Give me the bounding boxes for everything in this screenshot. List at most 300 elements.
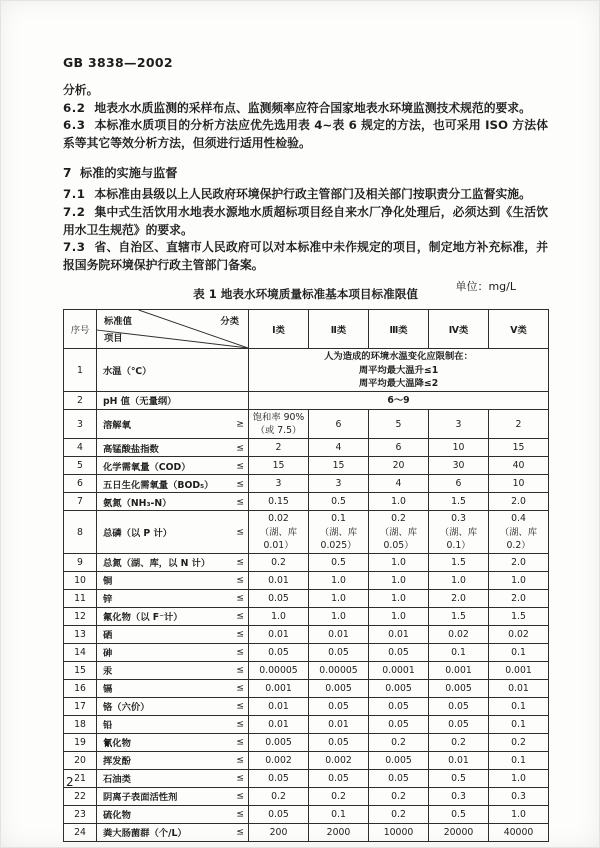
value-line: 0.1 [511, 646, 526, 658]
table-row [64, 661, 549, 679]
value-line: 0.3 [451, 513, 466, 525]
value-line: 0.02 [448, 628, 469, 640]
value-cell [429, 457, 489, 475]
item-cell [97, 409, 249, 438]
table-row [64, 457, 549, 475]
value-line: 1.0 [451, 574, 466, 586]
value-cell [309, 625, 369, 643]
table-row [64, 805, 549, 823]
value-cell [429, 493, 489, 511]
item-label: 汞 [103, 666, 113, 678]
value-line: 0.2 [391, 736, 406, 748]
value-cell [369, 751, 429, 769]
table-row [64, 697, 549, 715]
row-index-cell: 2 [64, 391, 97, 409]
table-row [64, 409, 549, 438]
value-line: 0.005 [265, 736, 292, 748]
value-line: 0.02 [268, 513, 289, 525]
item-cell [97, 769, 249, 787]
comparison-sign: ≤ [236, 592, 244, 604]
value-cell [369, 571, 429, 589]
value-cell [309, 823, 369, 841]
value-cell [429, 733, 489, 751]
value-line: 0.2 [331, 790, 346, 802]
value-cell [309, 571, 369, 589]
value-line: 0.5 [331, 556, 346, 568]
value-cell [489, 607, 549, 625]
value-line: 40 [512, 460, 525, 472]
value-line: 0.01 [328, 718, 349, 730]
comparison-sign: ≤ [236, 664, 244, 676]
value-cell [309, 805, 369, 823]
row-index-cell: 7 [64, 493, 97, 511]
item-cell [97, 391, 249, 409]
item-cell [97, 511, 249, 554]
value-line: 0.01 [268, 628, 289, 640]
value-cell [429, 715, 489, 733]
value-cell [369, 625, 429, 643]
comparison-sign: ≤ [236, 790, 244, 802]
value-line: 0.00005 [259, 664, 298, 676]
comparison-sign: ≤ [236, 496, 244, 508]
value-cell [489, 661, 549, 679]
value-line: 0.2 [271, 556, 286, 568]
value-cell [249, 571, 309, 589]
value-line: 2.0 [511, 556, 526, 568]
value-line: 10000 [383, 826, 414, 838]
value-cell [369, 493, 429, 511]
table-row [64, 607, 549, 625]
value-line: 3 [275, 478, 282, 490]
value-line: 10 [452, 442, 465, 454]
clause-text: 本标准水质项目的分析方法应优先选用表 4~表 6 规定的方法，也可采用 ISO 方法体系等其它等效分析方法，但须进行适用性检验。 [63, 118, 548, 150]
value-cell [369, 409, 429, 438]
paragraph-analysis-tail: 分析。 [63, 83, 99, 97]
value-cell [369, 805, 429, 823]
value-line: 0.05 [388, 646, 409, 658]
value-line: （湖、库 0.01） [259, 526, 298, 551]
item-label: 锌 [103, 594, 113, 606]
value-line: 0.05 [448, 700, 469, 712]
table-row [64, 625, 549, 643]
value-cell [489, 457, 549, 475]
table-row [64, 511, 549, 554]
corner-label-item: 项目 [104, 333, 123, 345]
value-cell [489, 571, 549, 589]
table-header-row [64, 310, 549, 349]
comparison-sign: ≤ [236, 460, 244, 472]
value-cell [429, 679, 489, 697]
item-label: 氨氮（NH₃-N） [103, 497, 172, 509]
table-row [64, 769, 549, 787]
value-cell [429, 643, 489, 661]
value-line: 3 [455, 418, 462, 430]
row-index-cell: 19 [64, 733, 97, 751]
value-cell [489, 625, 549, 643]
row-index-cell: 11 [64, 589, 97, 607]
value-line: （湖、库 0.025） [319, 526, 358, 551]
value-cell [489, 439, 549, 457]
value-cell [489, 733, 549, 751]
value-cell [309, 697, 369, 715]
item-label: 总氮（湖、库，以 N 计） [103, 558, 211, 570]
standards-table [63, 309, 549, 842]
value-cell [429, 769, 489, 787]
value-cell [249, 769, 309, 787]
value-cell [249, 607, 309, 625]
value-line: 1.0 [391, 556, 406, 568]
row-index-cell: 12 [64, 607, 97, 625]
value-line: 0.01 [328, 628, 349, 640]
item-cell [97, 823, 249, 841]
row-index-cell: 10 [64, 571, 97, 589]
value-line: 1.0 [511, 808, 526, 820]
item-cell [97, 625, 249, 643]
value-line: 0.005 [445, 682, 472, 694]
item-label: 硒 [103, 630, 113, 642]
value-cell [249, 493, 309, 511]
value-line: 0.5 [451, 808, 466, 820]
value-cell [309, 733, 369, 751]
comparison-sign: ≥ [236, 418, 244, 430]
value-cell [369, 607, 429, 625]
value-cell [369, 715, 429, 733]
value-line: 40000 [503, 826, 534, 838]
table-row [64, 823, 549, 841]
item-cell [97, 751, 249, 769]
table-row [64, 553, 549, 571]
row-index-cell: 9 [64, 553, 97, 571]
value-line: 1.5 [451, 556, 466, 568]
header-class-3: Ⅲ类 [369, 310, 429, 349]
clause-7-1 [63, 186, 548, 204]
value-cell [249, 823, 309, 841]
value-cell [429, 439, 489, 457]
value-line: 0.0001 [382, 664, 415, 676]
table-row [64, 733, 549, 751]
value-cell [489, 769, 549, 787]
value-line: 15 [512, 442, 525, 454]
value-line: 15 [272, 460, 285, 472]
value-line: 2 [515, 418, 522, 430]
table-unit-label: 单位：mg/L [455, 280, 516, 294]
value-cell [369, 823, 429, 841]
value-cell [429, 697, 489, 715]
table-row [64, 643, 549, 661]
value-line: 10 [512, 478, 525, 490]
item-label: 粪大肠菌群（个/L） [103, 828, 187, 840]
value-cell [369, 511, 429, 554]
item-label: 总磷（以 P 计） [103, 528, 173, 540]
value-line: 4 [335, 442, 342, 454]
value-line: 0.1 [511, 700, 526, 712]
value-line: 0.5 [451, 772, 466, 784]
item-label: 石油类 [103, 774, 131, 786]
value-cell [489, 589, 549, 607]
value-line: 0.001 [445, 664, 472, 676]
corner-label-standard-value: 标准值 [104, 316, 132, 328]
value-line: 0.2 [391, 790, 406, 802]
item-label: 铬（六价） [103, 702, 150, 714]
table-row [64, 589, 549, 607]
section-title: 标准的实施与监督 [79, 166, 178, 181]
header-class-5: Ⅴ类 [489, 310, 549, 349]
value-line: 0.2 [391, 808, 406, 820]
value-cell [429, 805, 489, 823]
value-line: 6 [335, 418, 342, 430]
value-line: 0.01 [268, 718, 289, 730]
value-cell [249, 439, 309, 457]
value-line: 20000 [443, 826, 474, 838]
value-line: 0.02 [508, 628, 529, 640]
value-line: 1.0 [391, 592, 406, 604]
corner-label-class: 分类 [220, 316, 239, 328]
comparison-sign: ≤ [236, 682, 244, 694]
value-line: 30 [452, 460, 465, 472]
row-index-cell: 22 [64, 787, 97, 805]
row-index-cell: 14 [64, 643, 97, 661]
item-cell [97, 349, 249, 392]
value-line: 0.001 [265, 682, 292, 694]
item-cell [97, 493, 249, 511]
clause-number: 6.3 [63, 118, 86, 133]
item-cell [97, 571, 249, 589]
doc-code: GB 3838—2002 [63, 55, 173, 70]
value-line: 5 [395, 418, 402, 430]
value-cell [489, 715, 549, 733]
table-row [64, 349, 549, 392]
comparison-sign: ≤ [236, 808, 244, 820]
value-cell [249, 715, 309, 733]
value-line: 0.1 [511, 718, 526, 730]
value-line: 0.1 [451, 646, 466, 658]
page-number: 2 [66, 775, 74, 789]
value-line: （或 7.5） [255, 425, 302, 437]
value-line: 2.0 [511, 592, 526, 604]
value-line: 0.2 [451, 736, 466, 748]
value-line: 0.002 [265, 754, 292, 766]
item-label: 挥发酚 [103, 756, 131, 768]
table-row [64, 787, 549, 805]
value-cell [489, 679, 549, 697]
value-cell [489, 823, 549, 841]
section-number: 7 [63, 166, 72, 181]
value-line: 1.0 [331, 610, 346, 622]
value-line: 0.2 [271, 790, 286, 802]
table-row [64, 391, 549, 409]
value-cell [249, 751, 309, 769]
value-line: 0.5 [331, 496, 346, 508]
value-cell [309, 409, 369, 438]
value-line: 0.2 [511, 736, 526, 748]
comparison-sign: ≤ [236, 826, 244, 838]
item-label: 氰化物 [103, 738, 131, 750]
row-index-cell: 20 [64, 751, 97, 769]
item-cell [97, 715, 249, 733]
clause-text: 省、自治区、直辖市人民政府可以对本标准中未作规定的项目，制定地方补充标准，并报国务院环境保护行政主管部门备案。 [63, 240, 548, 272]
value-cell [249, 697, 309, 715]
value-line: 0.05 [328, 772, 349, 784]
value-cell [309, 589, 369, 607]
clause-text: 集中式生活饮用水地表水源地水质超标项目经自来水厂净化处理后，必须达到《生活饮用水卫生规范》的要求。 [63, 204, 548, 237]
value-line: 1.0 [331, 592, 346, 604]
value-line: 0.00005 [319, 664, 358, 676]
value-line: 0.05 [328, 700, 349, 712]
item-cell [97, 733, 249, 751]
item-cell [97, 787, 249, 805]
value-cell [309, 661, 369, 679]
value-line: 0.05 [268, 646, 289, 658]
row-index-cell: 13 [64, 625, 97, 643]
row-index-cell: 17 [64, 697, 97, 715]
value-cell [249, 589, 309, 607]
value-line: 1.0 [391, 574, 406, 586]
value-cell [309, 769, 369, 787]
row-index-cell: 4 [64, 439, 97, 457]
value-cell [249, 805, 309, 823]
clause-6-3 [63, 117, 548, 152]
value-cell [249, 457, 309, 475]
value-cell [249, 661, 309, 679]
value-line: 0.05 [388, 772, 409, 784]
row-index-cell: 21 [64, 769, 97, 787]
value-cell [429, 553, 489, 571]
value-line: 2.0 [451, 592, 466, 604]
clause-number: 7.1 [63, 187, 86, 202]
value-cell [249, 643, 309, 661]
value-cell [249, 679, 309, 697]
value-line: 0.3 [511, 790, 526, 802]
value-cell [369, 553, 429, 571]
item-cell [97, 439, 249, 457]
item-label: 氟化物（以 F⁻计） [103, 612, 183, 624]
comparison-sign: ≤ [236, 610, 244, 622]
value-cell [369, 733, 429, 751]
section-7-heading [63, 164, 548, 181]
value-cell [489, 643, 549, 661]
item-label: 铅 [103, 720, 113, 732]
value-line: 0.1 [331, 513, 346, 525]
value-line: 0.1 [511, 754, 526, 766]
item-label: 阴离子表面活性剂 [103, 792, 178, 804]
item-label: 砷 [103, 648, 113, 660]
value-line: 0.05 [388, 718, 409, 730]
value-line: 0.05 [328, 646, 349, 658]
value-cell [309, 439, 369, 457]
value-cell [369, 679, 429, 697]
row-index-cell: 18 [64, 715, 97, 733]
item-cell [97, 589, 249, 607]
merged-value-cell [249, 391, 549, 409]
item-cell [97, 607, 249, 625]
clause-7-3 [63, 239, 548, 274]
value-cell [309, 607, 369, 625]
value-line: 15 [332, 460, 345, 472]
item-cell [97, 679, 249, 697]
value-cell [429, 475, 489, 493]
value-line: 200 [269, 826, 288, 838]
value-cell [309, 457, 369, 475]
value-line: 0.001 [505, 664, 532, 676]
row-index-cell: 5 [64, 457, 97, 475]
comparison-sign: ≤ [236, 772, 244, 784]
value-cell [369, 697, 429, 715]
table-row [64, 439, 549, 457]
value-cell [369, 475, 429, 493]
item-label: 镉 [103, 684, 113, 696]
item-cell [97, 643, 249, 661]
value-line: 0.05 [268, 808, 289, 820]
value-line: 0.2 [391, 513, 406, 525]
header-diagonal-cell [97, 310, 249, 349]
value-cell [429, 409, 489, 438]
value-line: 3 [335, 478, 342, 490]
value-cell [369, 787, 429, 805]
value-line: 0.3 [451, 790, 466, 802]
value-cell [429, 625, 489, 643]
header-class-4: Ⅳ类 [429, 310, 489, 349]
row-index-cell: 1 [64, 349, 97, 392]
value-line: 0.15 [268, 496, 289, 508]
value-line: 2 [275, 442, 282, 454]
value-line: （湖、库 0.2） [499, 526, 538, 551]
value-cell [429, 571, 489, 589]
clause-text: 本标准由县级以上人民政府环境保护行政主管部门及相关部门按职责分工监督实施。 [94, 187, 531, 202]
value-cell [309, 493, 369, 511]
item-label: 铜 [103, 576, 113, 588]
value-cell [429, 511, 489, 554]
item-label: 水温（℃） [103, 366, 152, 378]
value-cell [429, 589, 489, 607]
value-cell [309, 787, 369, 805]
value-line: 6～9 [387, 394, 410, 406]
value-line: 6 [455, 478, 462, 490]
value-line: 0.01 [268, 700, 289, 712]
row-index-cell: 16 [64, 679, 97, 697]
comparison-sign: ≤ [236, 556, 244, 568]
clause-number: 7.3 [63, 240, 86, 255]
value-line: 0.005 [385, 682, 412, 694]
value-cell [249, 409, 309, 438]
item-cell [97, 697, 249, 715]
value-cell [249, 625, 309, 643]
value-cell [429, 787, 489, 805]
value-cell [309, 679, 369, 697]
value-line: 20 [392, 460, 405, 472]
value-cell [429, 823, 489, 841]
item-cell [97, 553, 249, 571]
value-cell [489, 409, 549, 438]
value-cell [489, 493, 549, 511]
value-cell [429, 607, 489, 625]
table-title-row [63, 280, 548, 303]
item-cell [97, 805, 249, 823]
value-line: 人为造成的环境水温变化应限制在： [324, 351, 473, 363]
item-label: 硫化物 [103, 810, 131, 822]
value-line: 0.05 [328, 736, 349, 748]
value-line: 1.0 [271, 610, 286, 622]
table-row [64, 571, 549, 589]
table-row [64, 493, 549, 511]
comparison-sign: ≤ [236, 628, 244, 640]
comparison-sign: ≤ [236, 574, 244, 586]
value-line: 0.1 [331, 808, 346, 820]
value-cell [309, 475, 369, 493]
value-cell [249, 733, 309, 751]
value-cell [309, 553, 369, 571]
header-class-2: Ⅱ类 [309, 310, 369, 349]
value-line: 饱和率 90% [252, 411, 305, 423]
